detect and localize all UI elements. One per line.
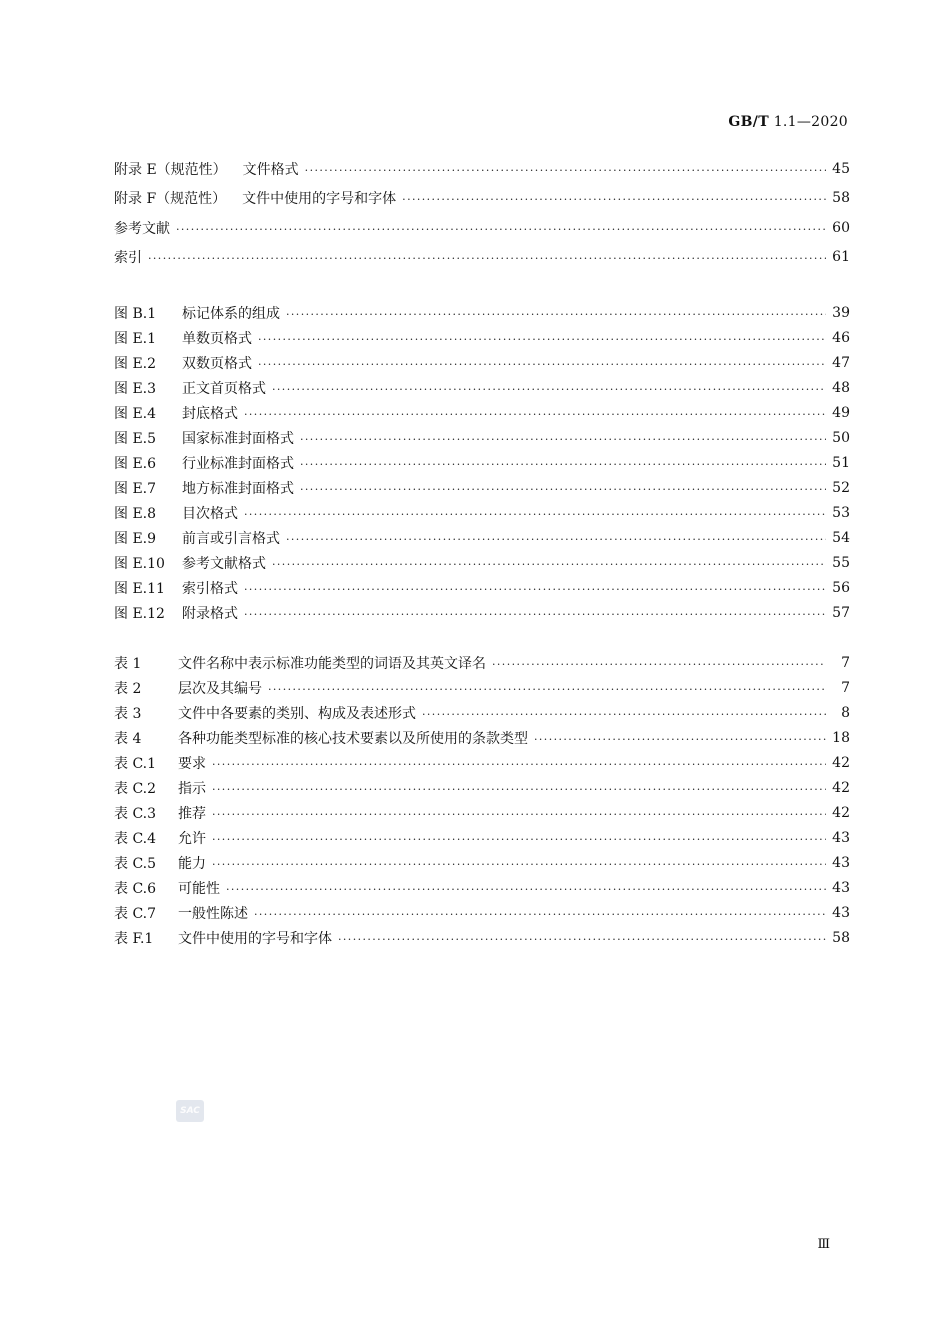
toc-entry-number: 表 C.5: [114, 855, 157, 872]
toc-entry-title: 文件中使用的字号和字体: [178, 930, 332, 947]
toc-entry[interactable]: [114, 575, 850, 600]
toc-entry-label: [114, 478, 300, 498]
dot-leader: [338, 933, 826, 947]
toc-entry-page: 61: [832, 249, 850, 266]
dot-leader: [268, 683, 826, 697]
dot-leader: [286, 533, 826, 547]
toc-entry-label: [114, 753, 212, 773]
toc-entry-title: 标记体系的组成: [182, 305, 280, 322]
toc-entry[interactable]: [114, 375, 850, 400]
toc-entry-page: 43: [832, 854, 850, 871]
toc-entry-number: 表 C.1: [114, 755, 157, 772]
dot-leader: [212, 858, 826, 872]
toc-entry-number: 参考文献: [114, 220, 170, 237]
toc-entry-label: [114, 528, 286, 548]
toc-entry-page: 52: [832, 479, 850, 496]
toc-entry-title: 前言或引言格式: [182, 530, 280, 547]
toc-entry-number: 表 2: [114, 680, 142, 697]
dot-leader: [422, 708, 826, 722]
dot-leader: [244, 608, 826, 622]
toc-entry-label: [114, 188, 402, 208]
toc-entry-title: 参考文献格式: [182, 555, 266, 572]
toc-entry[interactable]: [114, 400, 850, 425]
toc-entry-title: 地方标准封面格式: [182, 480, 294, 497]
toc-entry[interactable]: [114, 925, 850, 950]
toc-entry-title: 文件格式: [242, 161, 299, 178]
toc-entry-number: 表 C.6: [114, 880, 157, 897]
toc-entry[interactable]: [114, 425, 850, 450]
toc-entry-page: 39: [832, 304, 850, 321]
toc-entry-page: 60: [832, 219, 850, 236]
toc-entry-page: 7: [841, 654, 850, 671]
page-number: Ⅲ: [817, 1237, 830, 1252]
toc-entry-title: 指示: [178, 780, 206, 797]
toc-entry-number: 图 E.6: [114, 455, 157, 472]
toc-appendix-list: [114, 154, 850, 272]
toc-entry[interactable]: [114, 350, 850, 375]
toc-entry-title: 索引格式: [182, 580, 238, 597]
toc-entry-label: [114, 303, 286, 323]
toc-entry-page: 51: [832, 454, 850, 471]
toc-entry-label: [114, 553, 272, 573]
toc-entry-page: 58: [832, 190, 850, 207]
toc-entry-label: [114, 778, 212, 798]
toc-entry[interactable]: [114, 675, 850, 700]
toc-entry-page: 55: [832, 554, 850, 571]
toc-entry-number: 图 E.4: [114, 405, 157, 422]
toc-entry-title: 能力: [178, 855, 206, 872]
toc-entry[interactable]: [114, 525, 850, 550]
toc-entry-label: [114, 678, 268, 698]
toc-entry[interactable]: [114, 325, 850, 350]
toc-entry-title: 单数页格式: [182, 330, 252, 347]
toc-entry-number: 附录 F（规范性）: [114, 191, 227, 208]
toc-entry-number: 表 C.3: [114, 805, 157, 822]
dot-leader: [534, 733, 826, 747]
dot-leader: [258, 358, 826, 372]
toc-entry-number: 表 4: [114, 730, 142, 747]
toc-entry-number: 图 E.12: [114, 605, 165, 622]
toc-entry-label: [114, 378, 272, 398]
dot-leader: [226, 883, 826, 897]
toc-entry-label: [114, 603, 244, 623]
toc-entry[interactable]: [114, 213, 850, 243]
dot-leader: [300, 458, 826, 472]
toc-entry-label: [114, 878, 226, 898]
toc-entry-page: 45: [832, 160, 850, 177]
dot-leader: [492, 658, 826, 672]
standard-code-header: [728, 114, 848, 130]
toc-entry-label: [114, 653, 492, 673]
toc-entry[interactable]: [114, 450, 850, 475]
toc-entry-label: [114, 353, 258, 373]
toc-entry-title: 行业标准封面格式: [182, 455, 294, 472]
toc-entry-number: 图 B.1: [114, 305, 157, 322]
logo-text: SAC: [180, 1106, 200, 1116]
toc-entry-page: 18: [832, 729, 850, 746]
dot-leader: [148, 252, 826, 266]
toc-entry-number: 图 E.8: [114, 505, 157, 522]
toc-entry-number: 表 3: [114, 705, 142, 722]
toc-entry-title: 封底格式: [182, 405, 238, 422]
toc-entry-page: 56: [832, 579, 850, 596]
toc-tables-list: [114, 650, 850, 950]
dot-leader: [272, 558, 826, 572]
dot-leader: [272, 383, 826, 397]
toc-entry[interactable]: [114, 154, 850, 184]
toc-entry-title: 双数页格式: [182, 355, 252, 372]
toc-entry-number: 图 E.3: [114, 380, 157, 397]
toc-entry[interactable]: [114, 750, 850, 775]
toc-entry-page: 49: [832, 404, 850, 421]
toc-entry-page: 46: [832, 329, 850, 346]
toc-entry-label: [114, 453, 300, 473]
toc-figures-list: [114, 300, 850, 625]
toc-entry-label: [114, 328, 258, 348]
toc-entry[interactable]: [114, 900, 850, 925]
sac-logo-watermark: [176, 1100, 204, 1122]
toc-entry[interactable]: [114, 500, 850, 525]
toc-entry-page: 53: [832, 504, 850, 521]
toc-entry-number: 表 F.1: [114, 930, 154, 947]
toc-entry[interactable]: [114, 875, 850, 900]
toc-entry-number: 表 1: [114, 655, 142, 672]
toc-entry-title: 目次格式: [182, 505, 238, 522]
toc-entry[interactable]: [114, 475, 850, 500]
toc-entry-number: 图 E.11: [114, 580, 165, 597]
toc-entry-page: 57: [832, 604, 850, 621]
toc-entry[interactable]: [114, 850, 850, 875]
dot-leader: [300, 483, 826, 497]
toc-entry-number: 表 C.7: [114, 905, 157, 922]
toc-entry-title: 正文首页格式: [182, 380, 266, 397]
toc-entry-page: 43: [832, 879, 850, 896]
toc-entry-page: 42: [832, 754, 850, 771]
toc-entry-title: 国家标准封面格式: [182, 430, 294, 447]
toc-entry-number: 图 E.5: [114, 430, 157, 447]
toc-entry[interactable]: [114, 650, 850, 675]
toc-entry-page: 42: [832, 779, 850, 796]
toc-entry-label: [114, 928, 338, 948]
toc-entry-page: 7: [841, 679, 850, 696]
dot-leader: [286, 308, 826, 322]
toc-entry[interactable]: [114, 800, 850, 825]
toc-entry-number: 图 E.1: [114, 330, 157, 347]
standard-number: 1.1—2020: [773, 114, 848, 130]
toc-entry-label: [114, 578, 244, 598]
toc-entry-number: 图 E.2: [114, 355, 157, 372]
toc-entry[interactable]: [114, 243, 850, 273]
dot-leader: [244, 583, 826, 597]
toc-entry-title: 文件名称中表示标准功能类型的词语及其英文译名: [178, 655, 486, 672]
dot-leader: [402, 193, 826, 207]
toc-entry[interactable]: [114, 775, 850, 800]
dot-leader: [258, 333, 826, 347]
dot-leader: [244, 408, 826, 422]
dot-leader: [212, 758, 826, 772]
dot-leader: [254, 908, 826, 922]
dot-leader: [305, 164, 826, 178]
dot-leader: [212, 783, 826, 797]
toc-entry-title: 一般性陈述: [178, 905, 248, 922]
toc-entry-label: [114, 247, 148, 267]
toc-entry-number: 图 E.9: [114, 530, 157, 547]
toc-entry[interactable]: [114, 300, 850, 325]
toc-entry-title: 附录格式: [182, 605, 238, 622]
toc-entry[interactable]: [114, 600, 850, 625]
toc-entry-page: 48: [832, 379, 850, 396]
standard-prefix: GB/T: [728, 114, 769, 130]
dot-leader: [212, 808, 826, 822]
toc-entry-label: [114, 803, 212, 823]
toc-entry-label: [114, 853, 212, 873]
toc-entry-title: 文件中使用的字号和字体: [242, 191, 397, 208]
toc-entry[interactable]: [114, 825, 850, 850]
toc-entry-title: 推荐: [178, 805, 206, 822]
toc-entry-page: 8: [841, 704, 850, 721]
toc-entry-label: [114, 218, 176, 238]
toc-entry-title: 要求: [178, 755, 206, 772]
toc-entry-title: 各种功能类型标准的核心技术要素以及所使用的条款类型: [178, 730, 528, 747]
toc-entry-page: 42: [832, 804, 850, 821]
toc-entry[interactable]: [114, 700, 850, 725]
toc-entry-number: 表 C.2: [114, 780, 157, 797]
toc-entry-label: [114, 403, 244, 423]
toc-entry-page: 43: [832, 904, 850, 921]
toc-entry-number: 表 C.4: [114, 830, 157, 847]
toc-entry-page: 50: [832, 429, 850, 446]
toc-entry-label: [114, 903, 254, 923]
toc-entry[interactable]: [114, 725, 850, 750]
toc-entry-title: 可能性: [178, 880, 220, 897]
dot-leader: [212, 833, 826, 847]
toc-entry-number: 索引: [114, 250, 142, 267]
toc-entry-number: 图 E.10: [114, 555, 165, 572]
dot-leader: [244, 508, 826, 522]
toc-entry[interactable]: [114, 550, 850, 575]
toc-entry-label: [114, 828, 212, 848]
toc-entry[interactable]: [114, 184, 850, 214]
dot-leader: [176, 223, 826, 237]
toc-entry-page: 58: [832, 929, 850, 946]
toc-entry-page: 43: [832, 829, 850, 846]
toc-entry-title: 层次及其编号: [178, 680, 262, 697]
toc-entry-number: 附录 E（规范性）: [114, 161, 227, 178]
toc-entry-page: 47: [832, 354, 850, 371]
toc-entry-label: [114, 703, 422, 723]
toc-entry-label: [114, 159, 305, 179]
toc-entry-title: 允许: [178, 830, 206, 847]
toc-entry-label: [114, 428, 300, 448]
toc-entry-label: [114, 728, 534, 748]
dot-leader: [300, 433, 826, 447]
toc-entry-page: 54: [832, 529, 850, 546]
toc-entry-number: 图 E.7: [114, 480, 157, 497]
toc-entry-title: 文件中各要素的类别、构成及表述形式: [178, 705, 416, 722]
toc-entry-label: [114, 503, 244, 523]
